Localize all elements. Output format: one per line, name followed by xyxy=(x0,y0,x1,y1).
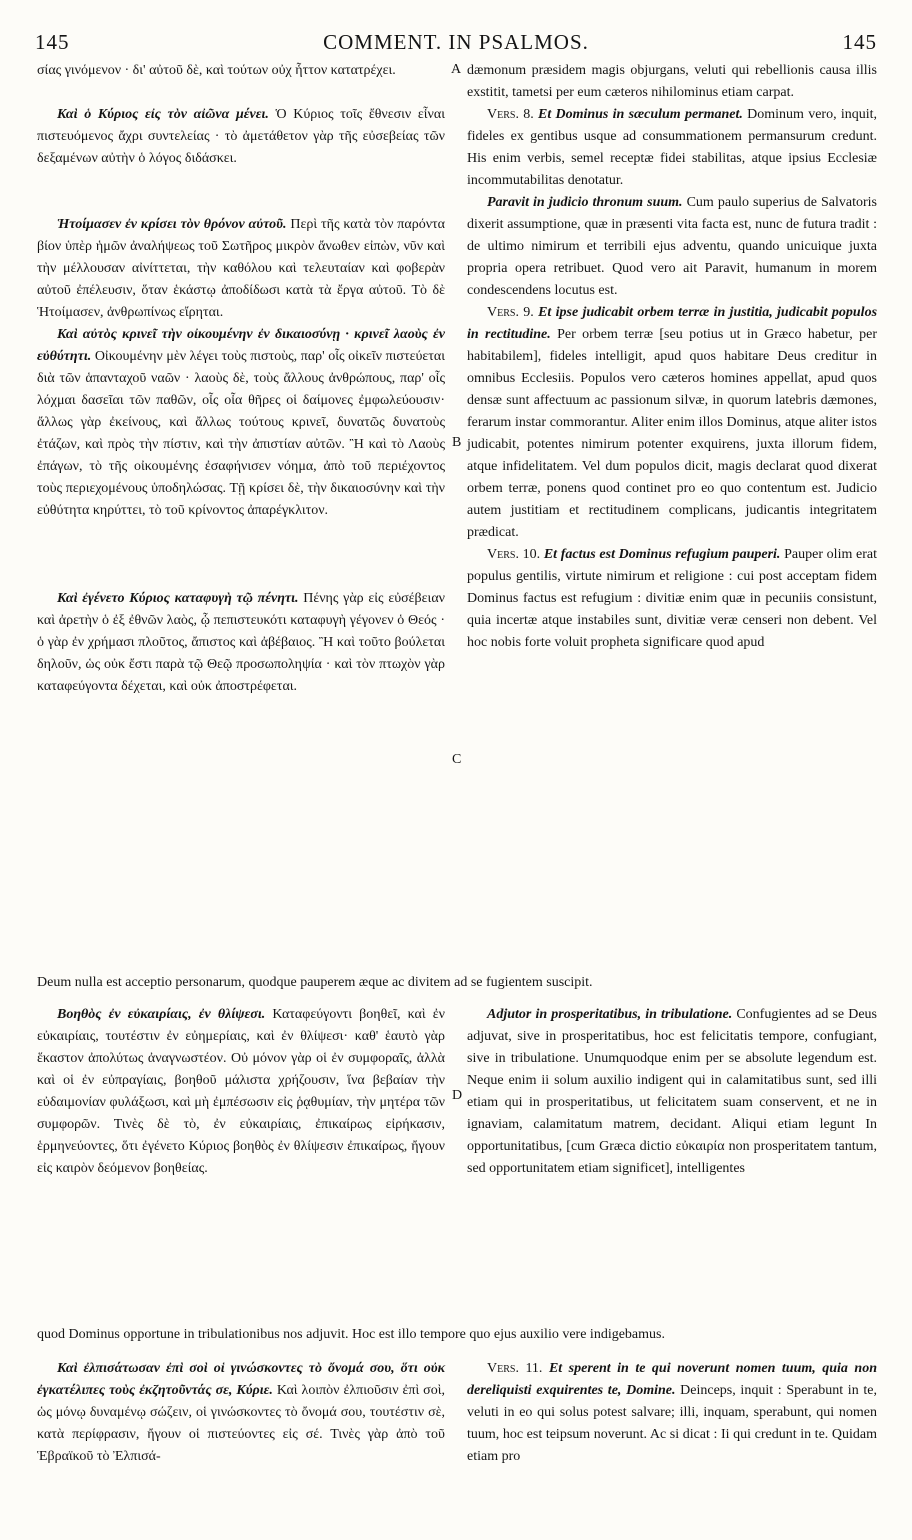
spanning-line: Deum nulla est acceptio personarum, quodque pauperem æque ac divitem ad se fugientem suscipit. xyxy=(37,975,593,990)
greek-paragraph: Καὶ ὁ Κύριος εἰς τὸν αἰῶνα μένει. Ὁ Κύριος τοῖς ἔθνεσιν εἶναι πιστευόμενος ἄχρι συντελείας · τὸ ἀμετάθετον γὰρ τῆς εὐσεβείας τῶν δεξαμένων αὐτὴν ὁ λόγος διδάσκει. xyxy=(37,107,445,166)
lemma: Et Dominus in sæculum permanet. xyxy=(537,107,743,122)
verse-number: Vers. 11. xyxy=(487,1361,543,1376)
verse-number: Vers. 9. xyxy=(487,305,534,320)
lemma: Paravit in judicio thronum suum. xyxy=(487,195,683,210)
latin-column-bottom xyxy=(467,1358,877,1468)
lemma: Adjutor in prosperitatibus, in tribulatione. xyxy=(487,1007,733,1022)
latin-paragraph: Vers. 10. Et factus est Dominus refugium pauperi. Pauper olim erat populus gentilis, virtute nimirum et religione : cui post acceptam fidem Dominus factus est refugium : divitiæ enim quæ in pecuniis consistunt, quia incertæ atque instabiles sunt, divitiæ veræ censeri non debent. Vel hoc nobis forte voluit propheta significare quod apud xyxy=(467,547,878,650)
greek-column-lower xyxy=(37,1004,445,1180)
greek-paragraph: σίας γινόμενον · δι' αὐτοῦ δὲ, καὶ τούτων οὐχ ἧττον κατατρέχει. xyxy=(37,63,396,78)
latin-paragraph: Vers. 11. Et sperent in te qui noverunt nomen tuum, quia non dereliquisti exquirentes te, Domine. Deinceps, inquit : Sperabunt in te, veluti in eo qui solus potest salvare; illi, inquam, sperabunt, qui nomen tuum, hoc est teipsum noverunt. Ac si dicat : Ii qui credunt in te. Quidam etiam pro xyxy=(467,1361,877,1464)
latin-paragraph: Paravit in judicio thronum suum. Cum paulo superius de Salvatoris dixerit assumptione, quæ in præsenti vita facta est, nunc de futura tradit : de ultimo nimirum et terribili ejus adventu, quando unicuique juxta propria opera retribuet. Quod vero ait Paravit, humanum in morem condescendens locutus est. xyxy=(467,195,877,298)
lemma: Καὶ ἐγένετο Κύριος καταφυγὴ τῷ πένητι. xyxy=(57,591,299,606)
verse-number: Vers. 10. xyxy=(487,547,541,562)
page-number-right: 145 xyxy=(842,30,877,54)
running-title: COMMENT. IN PSALMOS. xyxy=(323,30,589,54)
greek-paragraph: Βοηθὸς ἐν εὐκαιρίαις, ἐν θλίψεσι. Καταφεύγοντι βοηθεῖ, καὶ ἐν εὐκαιρίαις, τουτέστιν ἐν εὐημερίαις, καὶ ἐν θλίψεσι· καθ' ἑαυτὸ γὰρ ἕκαστον ἀπολύτως ἀναγνωστέον. Οὐ μόνον γὰρ οἱ ἐν συμφοραῖς, ἀλλὰ καὶ οἱ ἐν εὐπραγίαις, βοηθοῦ μάλιστα χρήζουσιν, ἵνα βεβαίαν τὴν εὐδαιμονίαν φυλάξωσι, καὶ μὴ ἐμπέσωσιν εἰς ῥᾳθυμίαν, τὴν μητέρα τῶν συμφορῶν. Τινὲς δὲ τὸ, ἐν εὐκαιρίαις, ἐπικαίρως εἰρήκασιν, ἑρμηνεύοντες, ὅτι ἐγένετο Κύριος βοηθὸς ἐν θλίψεσιν ἐπικαίρως, ἤγουν εἰς καιρὸν δεόμενον βοηθείας. xyxy=(37,1007,445,1176)
lemma: Et sperent in te qui noverunt nomen tuum, quia non dereliquisti exquirentes te, Domine. xyxy=(467,1361,877,1398)
greek-column-bottom xyxy=(37,1358,445,1468)
lemma: Et ipse judicabit orbem terræ in justitia, judicabit populos in rectitudine. xyxy=(467,305,878,342)
margin-letter-a: A xyxy=(451,62,462,77)
latin-paragraph: Vers. 8. Et Dominus in sæculum permanet. Dominum vero, inquit, fideles ex gentibus usque ad consummationem permansurum credunt. His enim verbis, semel receptæ fidei stabilitas, atque ipsius Ecclesiæ incommutabilitas denotatur. xyxy=(467,107,878,188)
greek-paragraph: Καὶ αὐτὸς κρινεῖ τὴν οἰκουμένην ἐν δικαιοσύνῃ · κρινεῖ λαοὺς ἐν εὐθύτητι. Οἰκουμένην μὲν λέγει τοὺς πιστοὺς, παρ' οἷς οἰκεῖν πιστεύεται διὰ τῶν ἁπανταχοῦ ναῶν · λαοὺς δὲ, τοὺς ἄλλους ἀνθρώπους, παρ' οἷς λόχμαι δασεῖαι τῶν παθῶν, οἷς οἷα θῆρες οἱ δαίμονες ἐμφωλεύουσιν· ἄλλως γὰρ ἐκείνους, καὶ ἄλλως τούτους κρινεῖ, δυνατῶς δυνατοὺς ἐτάζων, καὶ πρὸς τὴν πίστιν, καὶ τὴν ἀπιστίαν αὐτῶν. Ἢ καὶ τὸ Λαοὺς ἐπάγων, τὸ τῆς οἰκουμένης ἐσαφήνισεν νόημα, ἀπὸ τοῦ περιέχοντος τοὺς περιεχομένους ὑποδηλώσας. Τῇ κρίσει δὲ, τὴν δικαιοσύνην καὶ τὴν εὐθύτητα κηρύττει, τὸ τοῦ κρίνοντος ἀπαρέγκλιτον. xyxy=(37,327,445,518)
lemma: Καὶ ἐλπισάτωσαν ἐπὶ σοὶ οἱ γινώσκοντες τὸ ὄνομά σου, ὅτι οὐκ ἐγκατέλιπες τοὺς ἐκζητοῦντάς σε, Κύριε. xyxy=(37,1361,445,1398)
latin-paragraph: Vers. 9. Et ipse judicabit orbem terræ in justitia, judicabit populos in rectitudine. Per orbem terræ [seu potius ut in Græco habetur, per habitabilem], fideles intelligit, apud quos habitare Deus creditur in omnibus Ecclesiis. Populos vero cæteros homines appellat, apud quos densæ sunt affectuum ac passionum silvæ, in quorum latebris dæmones, ferarum instar commorantur. Aliter enim illos Dominus, atque aliter istos judicabit, potentes nimirum potenter exquirens, juxta illorum fidem, atque infidelitatem. Vel dum populos dicit, magis declarat quod dixerat orbem terræ, ponens quod continet pro eo quo contentum est. Judicio autem justitiam et rectitudinem complicans, judicantis integritatem prædicat. xyxy=(467,305,878,540)
verse-number: Vers. 8. xyxy=(487,107,534,122)
lemma: Καὶ ὁ Κύριος εἰς τὸν αἰῶνα μένει. xyxy=(57,107,269,122)
greek-paragraph: Καὶ ἐγένετο Κύριος καταφυγὴ τῷ πένητι. Πένης γὰρ εἰς εὐσέβειαν καὶ ἀρετὴν ὁ ἐξ ἐθνῶν λαὸς, ᾧ πεπιστευκότι καταφυγὴ γέγονεν ὁ Θεός · ὁ γὰρ ἐν χρήμασι πλοῦτος, ἄπιστος καὶ ἀβέβαιος. Ἢ καὶ τοῦτο βούλεται δηλοῦν, ὡς οὐκ ἔστι παρὰ τῷ Θεῷ προσωποληψία · καὶ τὸν πτωχὸν γὰρ καταφεύγοντα δέχεται, καὶ οὐκ ἀποστρέφεται. xyxy=(37,591,445,694)
greek-column xyxy=(37,60,445,698)
page-number-left: 145 xyxy=(35,30,70,54)
latin-paragraph: dæmonum præsidem magis objurgans, veluti qui rebellionis causa illis exstitit, tametsi per eum cæteros nihilominus etiam carpat. xyxy=(467,63,877,100)
lemma: Ἡτοίμασεν ἐν κρίσει τὸν θρόνον αὐτοῦ. xyxy=(57,217,287,232)
greek-paragraph: Ἡτοίμασεν ἐν κρίσει τὸν θρόνον αὐτοῦ. Περὶ τῆς κατὰ τὸν παρόντα βίον ὑπὲρ ἡμῶν ἀναλήψεως τοῦ Σωτῆρος μικρὸν ἄνωθεν εἰπὼν, νῦν καὶ τὴν μέλλουσαν αἰνίττεται, τὴν καθόλου καὶ τελευταίαν καὶ φοβερὰν αὐτοῦ ἐπέλευσιν, ὅταν ἑκάστῳ ἀποδίδωσι κατὰ τὰ ἔργα αὐτοῦ. Τὸ δὲ Ἡτοίμασεν, ἀνθρωπίνως εἴρηται. xyxy=(37,217,445,320)
margin-letter-d: D xyxy=(452,1088,463,1103)
lemma: Et factus est Dominus refugium pauperi. xyxy=(543,547,781,562)
margin-letter-b: B xyxy=(452,435,462,450)
latin-column-lower xyxy=(467,1004,877,1180)
margin-letter-c: C xyxy=(452,752,462,767)
spanning-line: quod Dominus opportune in tribulationibus nos adjuvit. Hoc est illo tempore quo ejus auxilio vere indigebamus. xyxy=(37,1327,665,1342)
greek-paragraph: Καὶ ἐλπισάτωσαν ἐπὶ σοὶ οἱ γινώσκοντες τὸ ὄνομά σου, ὅτι οὐκ ἐγκατέλιπες τοὺς ἐκζητοῦντάς σε, Κύριε. Καὶ λοιπὸν ἐλπιοῦσιν ἐπὶ σοὶ, ὡς μόνῳ δυναμένῳ σώζειν, οἱ γινώσκοντες τὸ ὄνομά σου, τουτέστιν σὲ, κατὰ περίφρασιν, ἤγουν οἱ πιστεύοντες εἰς σέ. Τινὲς γὰρ ἀπὸ τοῦ Ἑβραϊκοῦ τὸ Ἐλπισά- xyxy=(37,1361,445,1464)
lemma: Βοηθὸς ἐν εὐκαιρίαις, ἐν θλίψεσι. xyxy=(57,1007,266,1022)
latin-paragraph: Adjutor in prosperitatibus, in tribulatione. Confugientes ad se Deus adjuvat, sive in prosperitatibus, hoc est felicitatis tempore, confugiant, sive in tribulatione. Unumquodque enim per se absolute legendum est. Neque enim ii solum auxilio indigent qui in calamitatibus sunt, sed illi etiam qui in prosperitatibus, ut felicitatem suam conservent, et ne in ignaviam, calamitatum matrem, decidant. Aliqui etiam legunt In opportunitatibus, [cum Græca dictio εὐκαιρία non prosperitatem tantum, sed opportunitatem etiam significet], intelligentes xyxy=(467,1007,877,1176)
lemma: Καὶ αὐτὸς κρινεῖ τὴν οἰκουμένην ἐν δικαιοσύνῃ · κρινεῖ λαοὺς ἐν εὐθύτητι. xyxy=(37,327,445,364)
page-header xyxy=(30,30,882,56)
latin-column xyxy=(467,60,877,654)
